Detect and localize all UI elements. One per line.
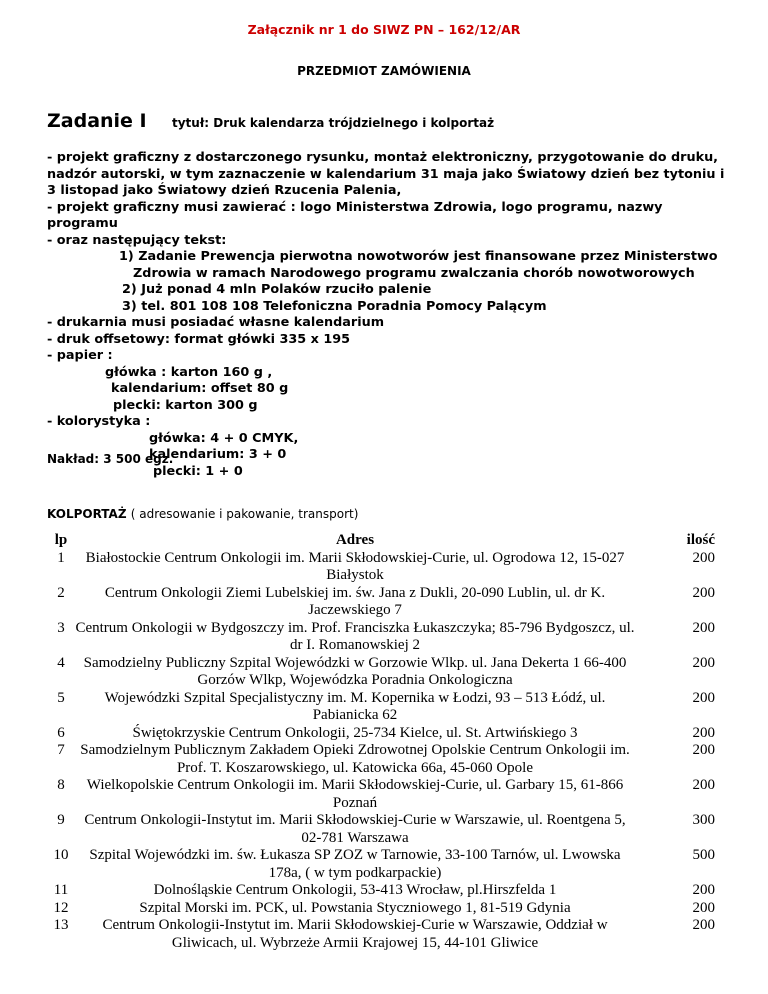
row-address: Wielkopolskie Centrum Onkologii im. Marii Skłodowskiej-Curie, ul. Garbary 15, 61-866 Poznań [86, 777, 624, 811]
spec-line: plecki: 1 + 0 [153, 463, 243, 479]
row-address: Świętokrzyskie Centrum Onkologii, 25-734 Kielce, ul. St. Artwińskiego 3 [132, 724, 578, 741]
specification-list [47, 150, 747, 480]
row-lp: 10 [53, 847, 69, 863]
spec-line: nadzór autorski, w tym zaznaczenie w kalendarium 31 maja jako Światowy dzień bez tytoniu i [47, 166, 725, 182]
spec-line: programu [47, 216, 118, 231]
row-address: Centrum Onkologii-Instytut im. Marii Skłodowskiej-Curie w Warszawie, ul. Roentgena 5, 02-781 Warszawa [84, 812, 626, 846]
row-qty: 200 [692, 549, 715, 566]
row-address: Dolnośląskie Centrum Onkologii, 53-413 Wrocław, pl.Hirszfelda 1 [153, 882, 557, 898]
row-lp: 6 [57, 724, 65, 741]
row-lp: 7 [57, 742, 65, 758]
spec-line: główka: 4 + 0 CMYK, [149, 430, 299, 446]
spec-line: kalendarium: 3 + 0 [149, 447, 287, 462]
row-address: Białostockie Centrum Onkologii im. Marii Skłodowskiej-Curie, ul. Ogrodowa 12, 15-027 Białystok [85, 549, 625, 583]
row-qty: 200 [692, 742, 715, 758]
row-lp: 13 [53, 917, 69, 933]
table-row [47, 917, 721, 952]
row-lp: 12 [53, 899, 69, 916]
row-address: Samodzielnym Publicznym Zakładem Opieki Zdrowotnej Opolskie Centrum Onkologii im. Prof. T. Koszarowskiego, ul. Katowicka 66a, 45-060 Opole [80, 742, 630, 776]
row-address: Szpital Morski im. PCK, ul. Powstania Styczniowego 1, 81-519 Gdynia [139, 899, 571, 916]
row-qty: 300 [692, 812, 715, 828]
task-title: tytuł: Druk kalendarza trójdzielnego i kolportaż [172, 116, 495, 130]
spec-line: 3) tel. 801 108 108 Telefoniczna Poradnia Pomocy Palącym [122, 298, 547, 314]
row-qty: 200 [692, 654, 715, 671]
row-qty: 200 [692, 882, 715, 898]
row-lp: 3 [57, 619, 65, 636]
row-address: Szpital Wojewódzki im. św. Łukasza SP ZOZ w Tarnowie, 33-100 Tarnów, ul. Lwowska 178a, ( w tym podkarpackie) [89, 847, 621, 881]
spec-line: plecki: karton 300 g [113, 397, 258, 413]
spec-line: 2) Już ponad 4 mln Polaków rzuciło palenie [122, 282, 432, 297]
row-qty: 200 [692, 689, 715, 706]
table-header-row [47, 532, 721, 550]
row-lp: 8 [57, 777, 65, 793]
table-row [47, 550, 721, 585]
table-row [47, 812, 721, 847]
spec-line: - druk offsetowy: format główki 335 x 195 [47, 331, 351, 347]
spec-line: - papier : [47, 348, 113, 363]
print-run: Nakład: 3 500 egz. [47, 452, 174, 466]
table-row [47, 742, 721, 777]
table-row [47, 725, 721, 743]
row-qty: 200 [692, 619, 715, 636]
table-row [47, 585, 721, 620]
annex-reference: Załącznik nr 1 do SIWZ PN – 162/12/AR [247, 22, 521, 37]
spec-line: - projekt graficzny musi zawierać : logo Ministerstwa Zdrowia, logo programu, nazwy [47, 199, 663, 215]
row-address: Centrum Onkologii-Instytut im. Marii Skłodowskiej-Curie w Warszawie, Oddział w Gliwicach, ul. Wybrzeże Armii Krajowej 15, 44-101 Gliwice [102, 917, 608, 951]
header-lp: lp [54, 532, 68, 548]
row-qty: 200 [692, 899, 715, 916]
row-lp: 1 [57, 549, 65, 566]
row-lp: 9 [57, 812, 65, 828]
header-address: Adres [335, 532, 375, 548]
spec-line: - drukarnia musi posiadać własne kalendarium [47, 315, 385, 330]
spec-line: główka : karton 160 g , [105, 364, 273, 380]
table-row [47, 847, 721, 882]
distribution-table [47, 532, 721, 952]
spec-line: - kolorystyka : [47, 414, 151, 429]
row-qty: 200 [692, 917, 715, 933]
header-qty: ilość [686, 532, 715, 548]
task-label: Zadanie I [47, 110, 147, 132]
row-qty: 200 [692, 777, 715, 793]
row-qty: 200 [692, 584, 715, 601]
row-address: Centrum Onkologii w Bydgoszczy im. Prof. Franciszka Łukaszczyka; 85-796 Bydgoszcz, ul. dr I. Romanowskiej 2 [75, 619, 635, 653]
table-row [47, 620, 721, 655]
table-row [47, 690, 721, 725]
table-row [47, 900, 721, 918]
table-row [47, 882, 721, 900]
spec-line: - projekt graficzny z dostarczonego rysunku, montaż elektroniczny, przygotowanie do druku, [47, 150, 719, 165]
row-address: Wojewódzki Szpital Specjalistyczny im. M. Kopernika w Łodzi, 93 – 513 Łódź, ul. Pabianicka 62 [104, 689, 606, 723]
row-address: Centrum Onkologii Ziemi Lubelskiej im. św. Jana z Dukli, 20-090 Lublin, ul. dr K. Jaczewskiego 7 [104, 584, 606, 618]
spec-line: Zdrowia w ramach Narodowego programu zwalczania chorób nowotworowych [133, 265, 695, 281]
row-qty: 200 [692, 724, 715, 741]
distribution-heading-title: KOLPORTAŻ [47, 507, 127, 521]
distribution-heading [47, 507, 358, 521]
row-lp: 5 [57, 689, 65, 706]
spec-line: 1) Zadanie Prewencja pierwotna nowotworów jest finansowane przez Ministerstwo [119, 249, 718, 264]
table-row [47, 777, 721, 812]
distribution-heading-note: ( adresowanie i pakowanie, transport) [130, 507, 359, 521]
row-lp: 2 [57, 584, 65, 601]
spec-line: 3 listopad jako Światowy dzień Rzucenia Palenia, [47, 183, 402, 198]
row-lp: 4 [57, 654, 65, 671]
spec-line: kalendarium: offset 80 g [111, 381, 289, 396]
row-qty: 500 [692, 847, 715, 863]
row-lp: 11 [53, 882, 69, 898]
table-row [47, 655, 721, 690]
row-address: Samodzielny Publiczny Szpital Wojewódzki w Gorzowie Wlkp. ul. Jana Dekerta 1 66-400 Gorzów Wlkp, Wojewódzka Poradnia Onkologiczna [83, 654, 627, 688]
spec-line: - oraz następujący tekst: [47, 232, 227, 248]
document-title: PRZEDMIOT ZAMÓWIENIA [297, 64, 471, 78]
